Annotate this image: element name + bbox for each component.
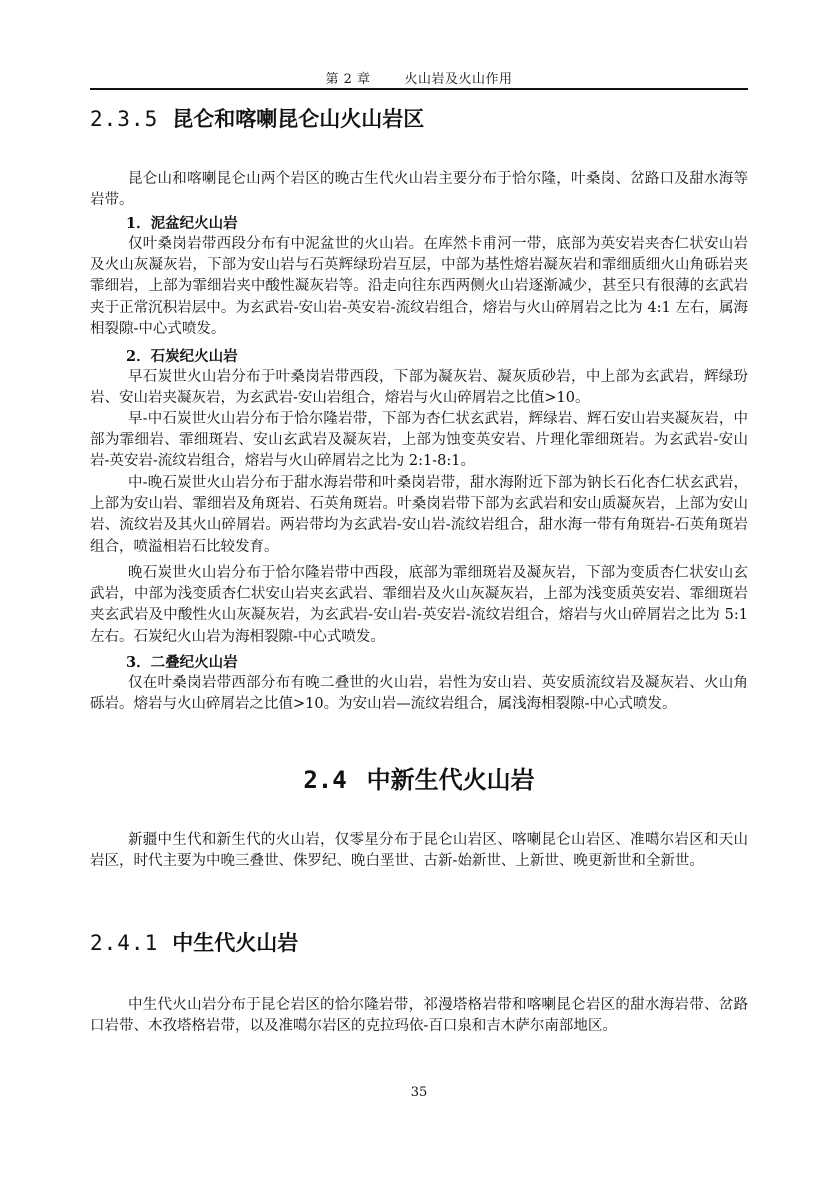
section-title: 昆仑和喀喇昆仑山火山岩区 — [172, 106, 425, 131]
section-number: 2.3.5 — [90, 107, 159, 131]
paragraph: 中生代火山岩分布于昆仑岩区的恰尔隆岩带，祁漫塔格岩带和喀喇昆仑岩区的甜水海岩带、岔路口岩带、木孜塔格岩带，以及准噶尔岩区的克拉玛依-百口泉和吉木萨尔南部地区。 — [90, 997, 748, 1035]
paragraph: 昆仑山和喀喇昆仑山两个岩区的晚古生代火山岩主要分布于恰尔隆，叶桑岗、岔路口及甜水海等岩带。 — [90, 171, 748, 209]
header-chapter: 第 2 章 — [325, 72, 371, 87]
paragraph: 中-晚石炭世火山岩分布于甜水海岩带和叶桑岗岩带，甜水海附近下部为钠长石化杏仁状玄武岩，上部为安山岩、霏细岩及角斑岩、石英角斑岩。叶桑岗岩带下部为玄武岩和安山质凝灰岩，上部为安山岩、流纹岩及其火山碎屑岩。两岩带均为玄武岩-安山岩-流纹岩组合，甜水海一带有角斑岩-石英角斑岩组合，喷溢相岩石比较发育。 — [90, 475, 748, 555]
subheading-devonian: 1．泥盆纪火山岩 — [126, 215, 238, 232]
section-heading-2-4 — [90, 760, 748, 795]
paragraph: 早石炭世火山岩分布于叶桑岗岩带西段，下部为凝灰岩、凝灰质砂岩，中上部为玄武岩，辉绿玢岩、安山岩夹凝灰岩，为玄武岩-安山岩组合，熔岩与火山碎屑岩之比值>10。 — [90, 369, 748, 407]
running-header — [90, 68, 748, 87]
subheading-carboniferous: 2．石炭纪火山岩 — [126, 348, 238, 365]
paragraph: 新疆中生代和新生代的火山岩，仅零星分布于昆仑山岩区、喀喇昆仑山岩区、准噶尔岩区和天山岩区，时代主要为中晚三叠世、侏罗纪、晚白垩世、古新-始新世、上新世、晚更新世和全新世。 — [90, 832, 748, 870]
header-rule — [90, 88, 748, 90]
section-number: 2.4.1 — [90, 931, 159, 955]
section-title: 中生代火山岩 — [172, 930, 299, 955]
section-heading-2-4-1 — [90, 927, 298, 957]
paragraph: 仅叶桑岗岩带西段分布有中泥盆世的火山岩。在库然卡甫河一带，底部为英安岩夹杏仁状安山岩及火山灰凝灰岩，下部为安山岩与石英辉绿玢岩互层，中部为基性熔岩凝灰岩和霏细质细火山角砾岩夹霏细岩，上部为霏细岩夹中酸性凝灰岩等。沿走向往东西两侧火山岩逐渐减少，甚至只有很薄的玄武岩夹于正常沉积岩层中。为玄武岩-安山岩-英安岩-流纹岩组合，熔岩与火山碎屑岩之比为 4:1 左右，属海相裂隙-中心式喷发。 — [90, 236, 748, 337]
section-number: 2.4 — [303, 766, 347, 794]
section-heading-2-3-5 — [90, 103, 424, 133]
subheading-permian: 3．二叠纪火山岩 — [126, 654, 238, 671]
paragraph: 仅在叶桑岗岩带西部分布有晚二叠世的火山岩，岩性为安山岩、英安质流纹岩及凝灰岩、火山角砾岩。熔岩与火山碎屑岩之比值>10。为安山岩—流纹岩组合，属浅海相裂隙-中心式喷发。 — [90, 675, 748, 713]
paragraph: 早-中石炭世火山岩分布于恰尔隆岩带，下部为杏仁状玄武岩，辉绿岩、辉石安山岩夹凝灰岩，中部为霏细岩、霏细斑岩、安山玄武岩及凝灰岩，上部为蚀变英安岩、片理化霏细斑岩。为玄武岩-安山岩-英安岩-流纹岩组合，熔岩与火山碎屑岩之比为 2:1-8:1。 — [90, 411, 748, 470]
page-number: 35 — [410, 1085, 428, 1100]
header-title: 火山岩及火山作用 — [404, 72, 513, 87]
section-title: 中新生代火山岩 — [366, 765, 535, 794]
paragraph: 晚石炭世火山岩分布于恰尔隆岩带中西段，底部为霏细斑岩及凝灰岩，下部为变质杏仁状安山玄武岩，中部为浅变质杏仁状安山岩夹玄武岩、霏细岩及火山灰凝灰岩，上部为浅变质英安岩、霏细斑岩夹玄武岩及中酸性火山灰凝灰岩，为玄武岩-安山岩-英安岩-流纹岩组合，熔岩与火山碎屑岩之比为 5:1 左右。石炭纪火山岩为海相裂隙-中心式喷发。 — [90, 565, 748, 645]
